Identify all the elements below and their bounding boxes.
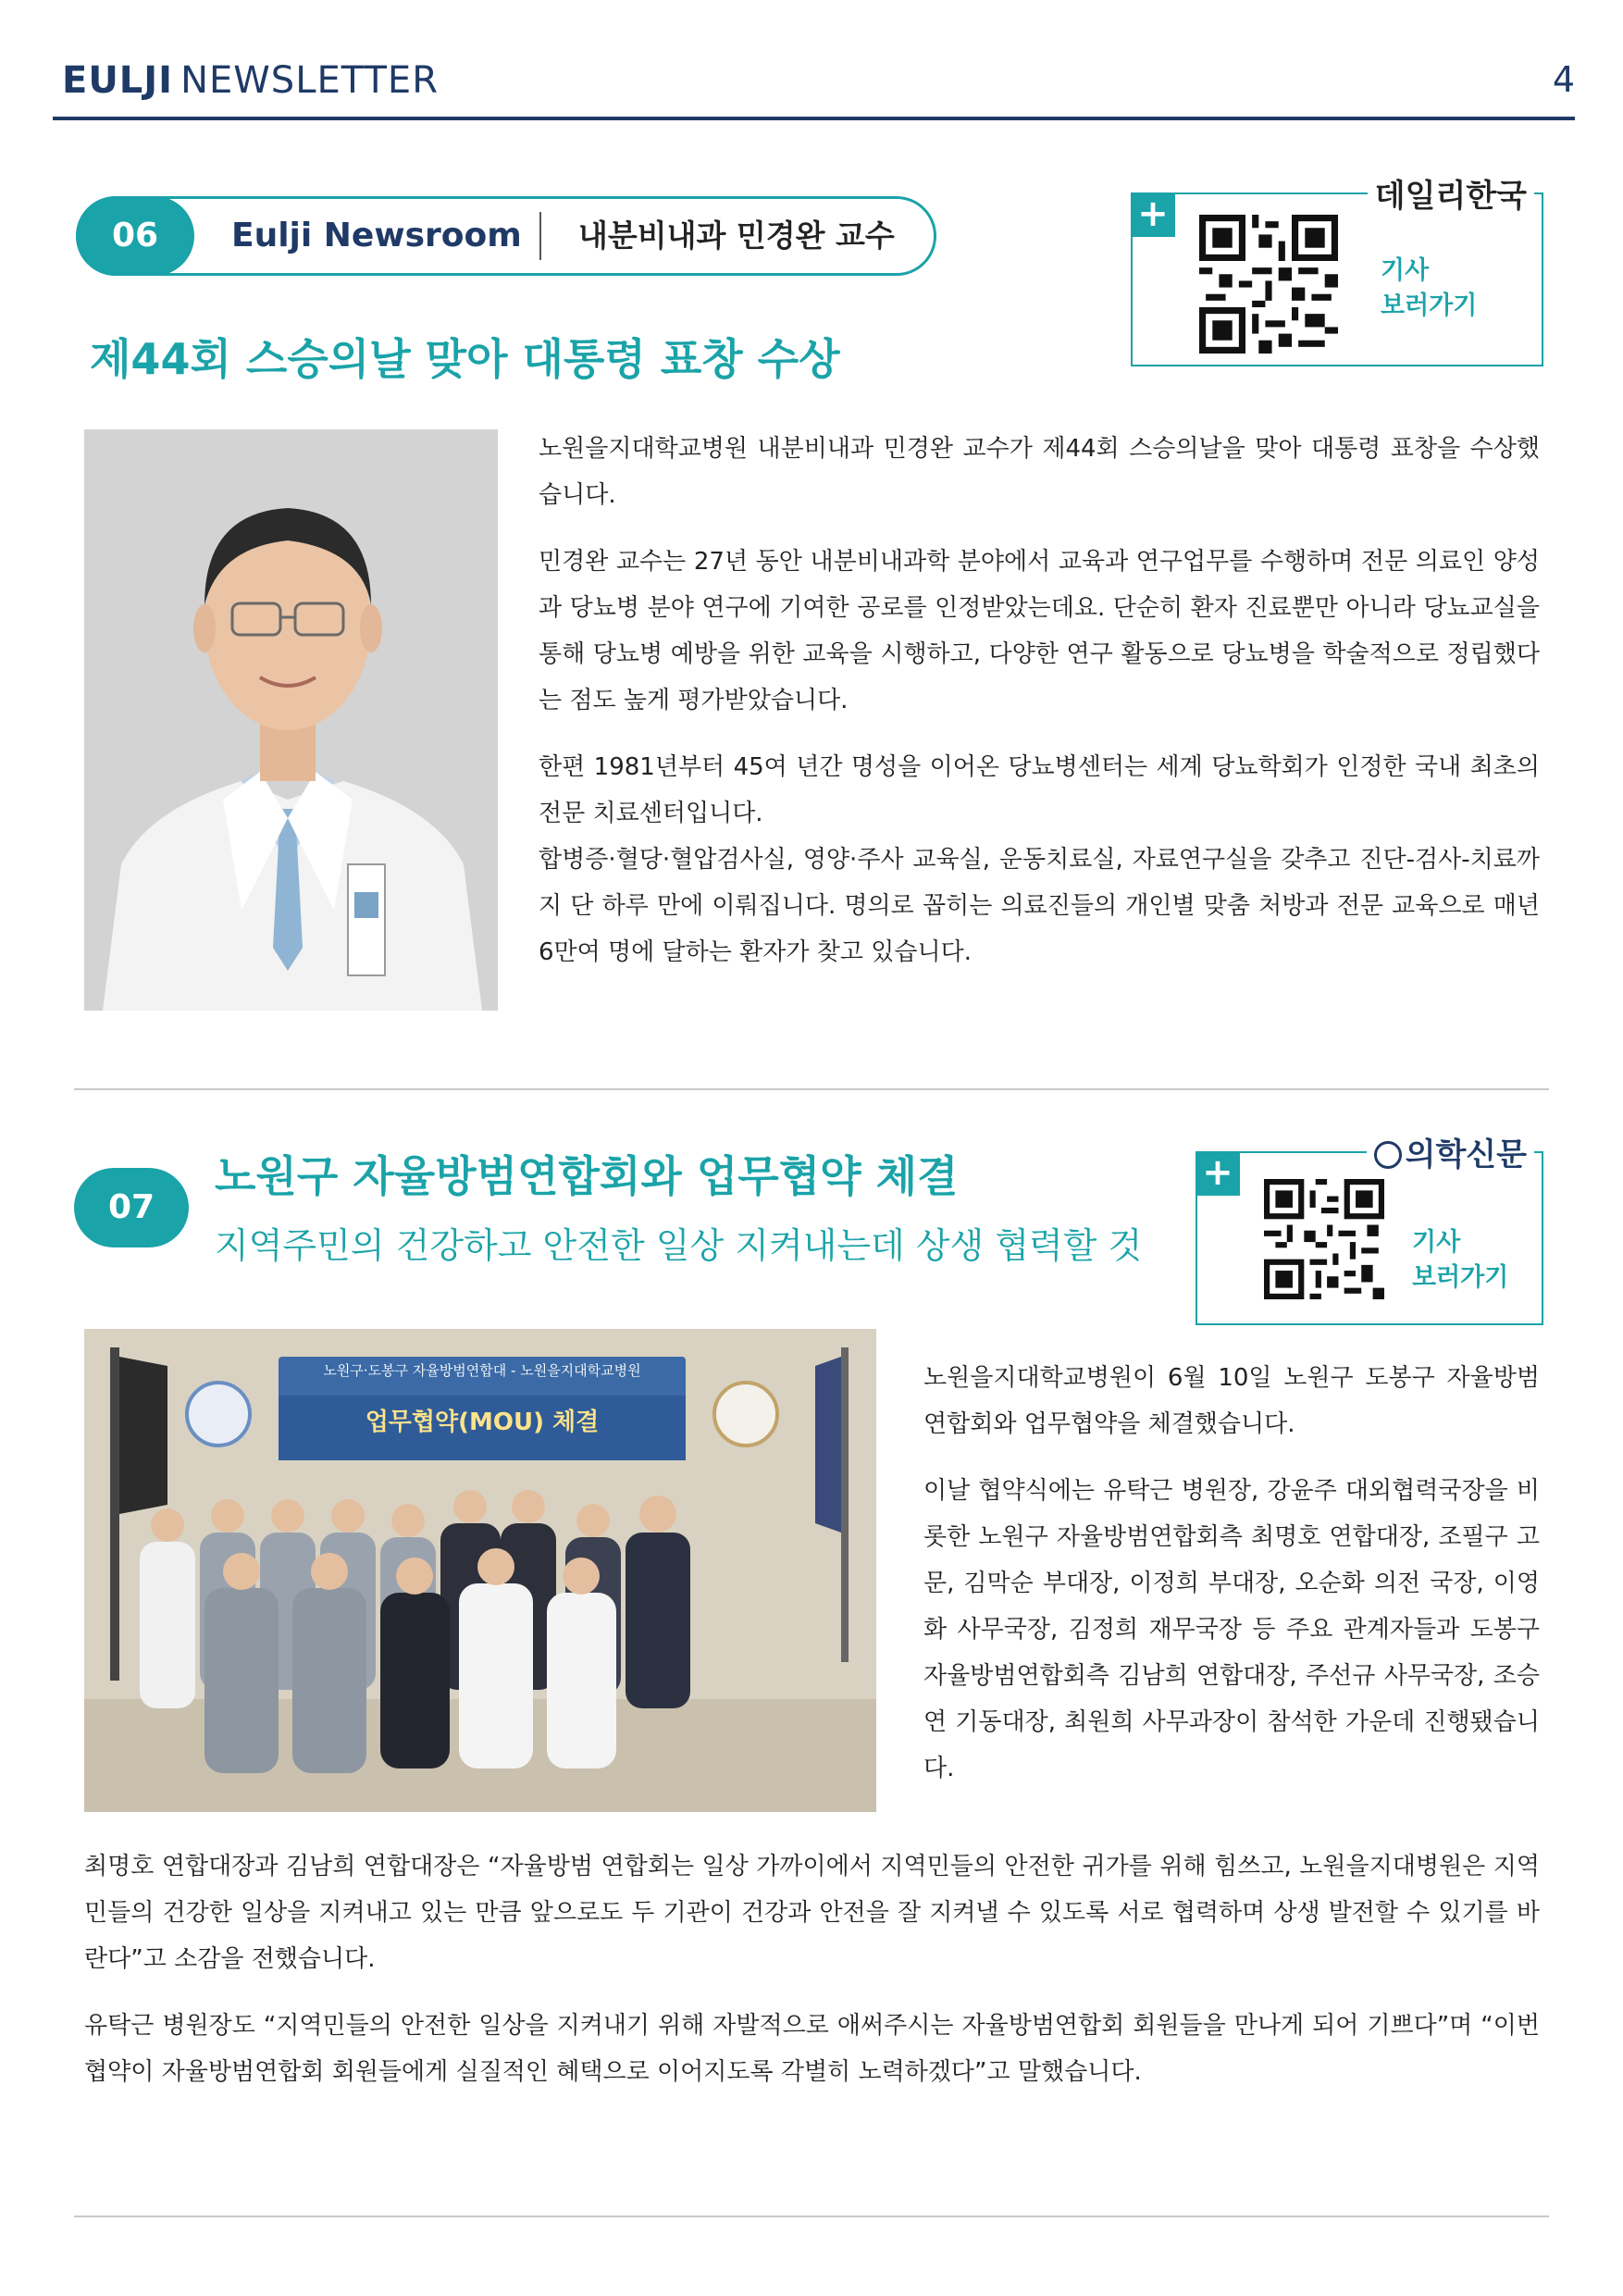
professor-portrait	[84, 429, 498, 1011]
newsletter-header	[53, 56, 1575, 120]
page-number: 4	[1552, 59, 1575, 100]
paragraph: 노원을지대학교병원 내분비내과 민경완 교수가 제44회 스승의날을 맞아 대통령 표창을 수상했습니다.	[539, 435, 1540, 509]
brand-light: NEWSLETTER	[180, 59, 439, 102]
plus-icon: +	[1196, 1151, 1240, 1196]
article-07-subtitle: 지역주민의 건강하고 안전한 일상 지켜내는데 상생 협력할 것	[215, 1225, 1143, 1266]
paragraph: 민경완 교수는 27년 동안 내분비내과학 분야에서 교육과 연구업무를 수행하며 전문 의료인 양성과 당뇨병 분야 연구에 기여한 공로를 인정받았는데요. 단순히 환자 진료뿐만 아니라 당뇨교실을 통해 당뇨병 예방을 위한 교육을 시행하고, 다양한 연구 활동으로 당뇨병을 학술적으로 정립했다는 점도 높게 평가받았습니다.	[539, 548, 1540, 714]
qr-label-line2: 보러가기	[1381, 292, 1478, 320]
section-divider	[74, 1088, 1549, 1090]
person-name: 내분비내과 민경완 교수	[578, 217, 895, 254]
paragraph: 노원을지대학교병원이 6월 10일 노원구 도봉구 자율방범 연합회와 업무협약을 체결했습니다.	[923, 1364, 1540, 1438]
article-06-title: 제44회 스승의날 맞아 대통령 표창 수상	[90, 334, 840, 384]
paragraph: 이날 협약식에는 유탁근 병원장, 강윤주 대외협력국장을 비롯한 노원구 자율방범연합회측 최명호 연합대장, 조필구 고문, 김막순 부대장, 이정희 부대장, 오순화 의전 국장, 이영화 사무국장, 김정희 재무국장 등 주요 관계자들과 도봉구 자율방범연합회측 김남희 연합대장, 주선규 사무국장, 조승연 기동대장, 최원희 사무과장이 참석한 가운데 진행됐습니다.	[923, 1477, 1540, 1782]
brand-logo	[62, 59, 439, 102]
bottom-divider	[74, 2215, 1549, 2217]
article-06-body	[539, 426, 1540, 996]
section-name: Eulji Newsroom	[231, 217, 522, 254]
article-06-label	[76, 196, 936, 276]
qr-link-box-2[interactable]	[1196, 1136, 1543, 1325]
divider	[539, 212, 541, 260]
qr-label	[1412, 1225, 1508, 1296]
qr-label-line2: 보러가기	[1412, 1263, 1509, 1292]
news-source	[1367, 1129, 1534, 1174]
article-number: 07	[74, 1168, 189, 1247]
article-number: 06	[76, 196, 194, 276]
qr-label-line1: 기사	[1381, 256, 1430, 285]
article-07-full-body	[84, 1843, 1540, 2116]
banner-line2: 업무협약(MOU) 체결	[365, 1409, 600, 1436]
compass-icon	[1374, 1141, 1402, 1169]
article-07-side-body	[923, 1355, 1540, 1812]
banner-line1: 노원구·도봉구 자율방범연합대 - 노원을지대학교병원	[323, 1362, 641, 1379]
qr-label-line1: 기사	[1412, 1228, 1461, 1257]
paragraph: 최명호 연합대장과 김남희 연합대장은 “자율방범 연합회는 일상 가까이에서 지역민들의 안전한 귀가를 위해 힘쓰고, 노원을지대병원은 지역민들의 건강한 일상을 지켜내고 있는 만큼 앞으로도 두 기관이 건강과 안전을 잘 지켜낼 수 있도록 서로 협력하며 상생 발전할 수 있기를 바란다”고 소감을 전했습니다.	[84, 1853, 1540, 1973]
paragraph: 합병증·혈당·혈압검사실, 영양·주사 교육실, 운동치료실, 자료연구실을 갖추고 진단-검사-치료까지 단 하루 만에 이뤄집니다. 명의로 꼽히는 의료진들의 개인별 맞춤 처방과 전문 교육으로 매년 6만여 명에 달하는 환자가 찾고 있습니다.	[539, 846, 1540, 966]
qr-link-box-1[interactable]	[1131, 178, 1543, 366]
news-source: 데일리한국	[1368, 170, 1534, 216]
mou-group-photo	[84, 1329, 876, 1812]
brand-bold: EULJI	[62, 59, 174, 102]
article-07-title: 노원구 자율방범연합회와 업무협약 체결	[215, 1151, 959, 1201]
group-photo-illustration	[84, 1329, 876, 1812]
paragraph: 한편 1981년부터 45여 년간 명성을 이어온 당뇨병센터는 세계 당뇨학회가 인정한 국내 최초의 전문 치료센터입니다.	[539, 753, 1540, 827]
qr-label	[1381, 254, 1477, 324]
qr-code-icon[interactable]	[1199, 215, 1338, 354]
plus-icon: +	[1131, 192, 1175, 237]
qr-code-icon[interactable]	[1264, 1179, 1384, 1299]
news-source-name: 의학신문	[1405, 1136, 1527, 1173]
paragraph: 유탁근 병원장도 “지역민들의 안전한 일상을 지켜내기 위해 자발적으로 애써주시는 자율방범연합회 회원들을 만나게 되어 기쁘다”며 “이번 협약이 자율방범연합회 회원들에게 실질적인 혜택으로 이어지도록 각별히 노력하겠다”고 말했습니다.	[84, 2012, 1540, 2086]
